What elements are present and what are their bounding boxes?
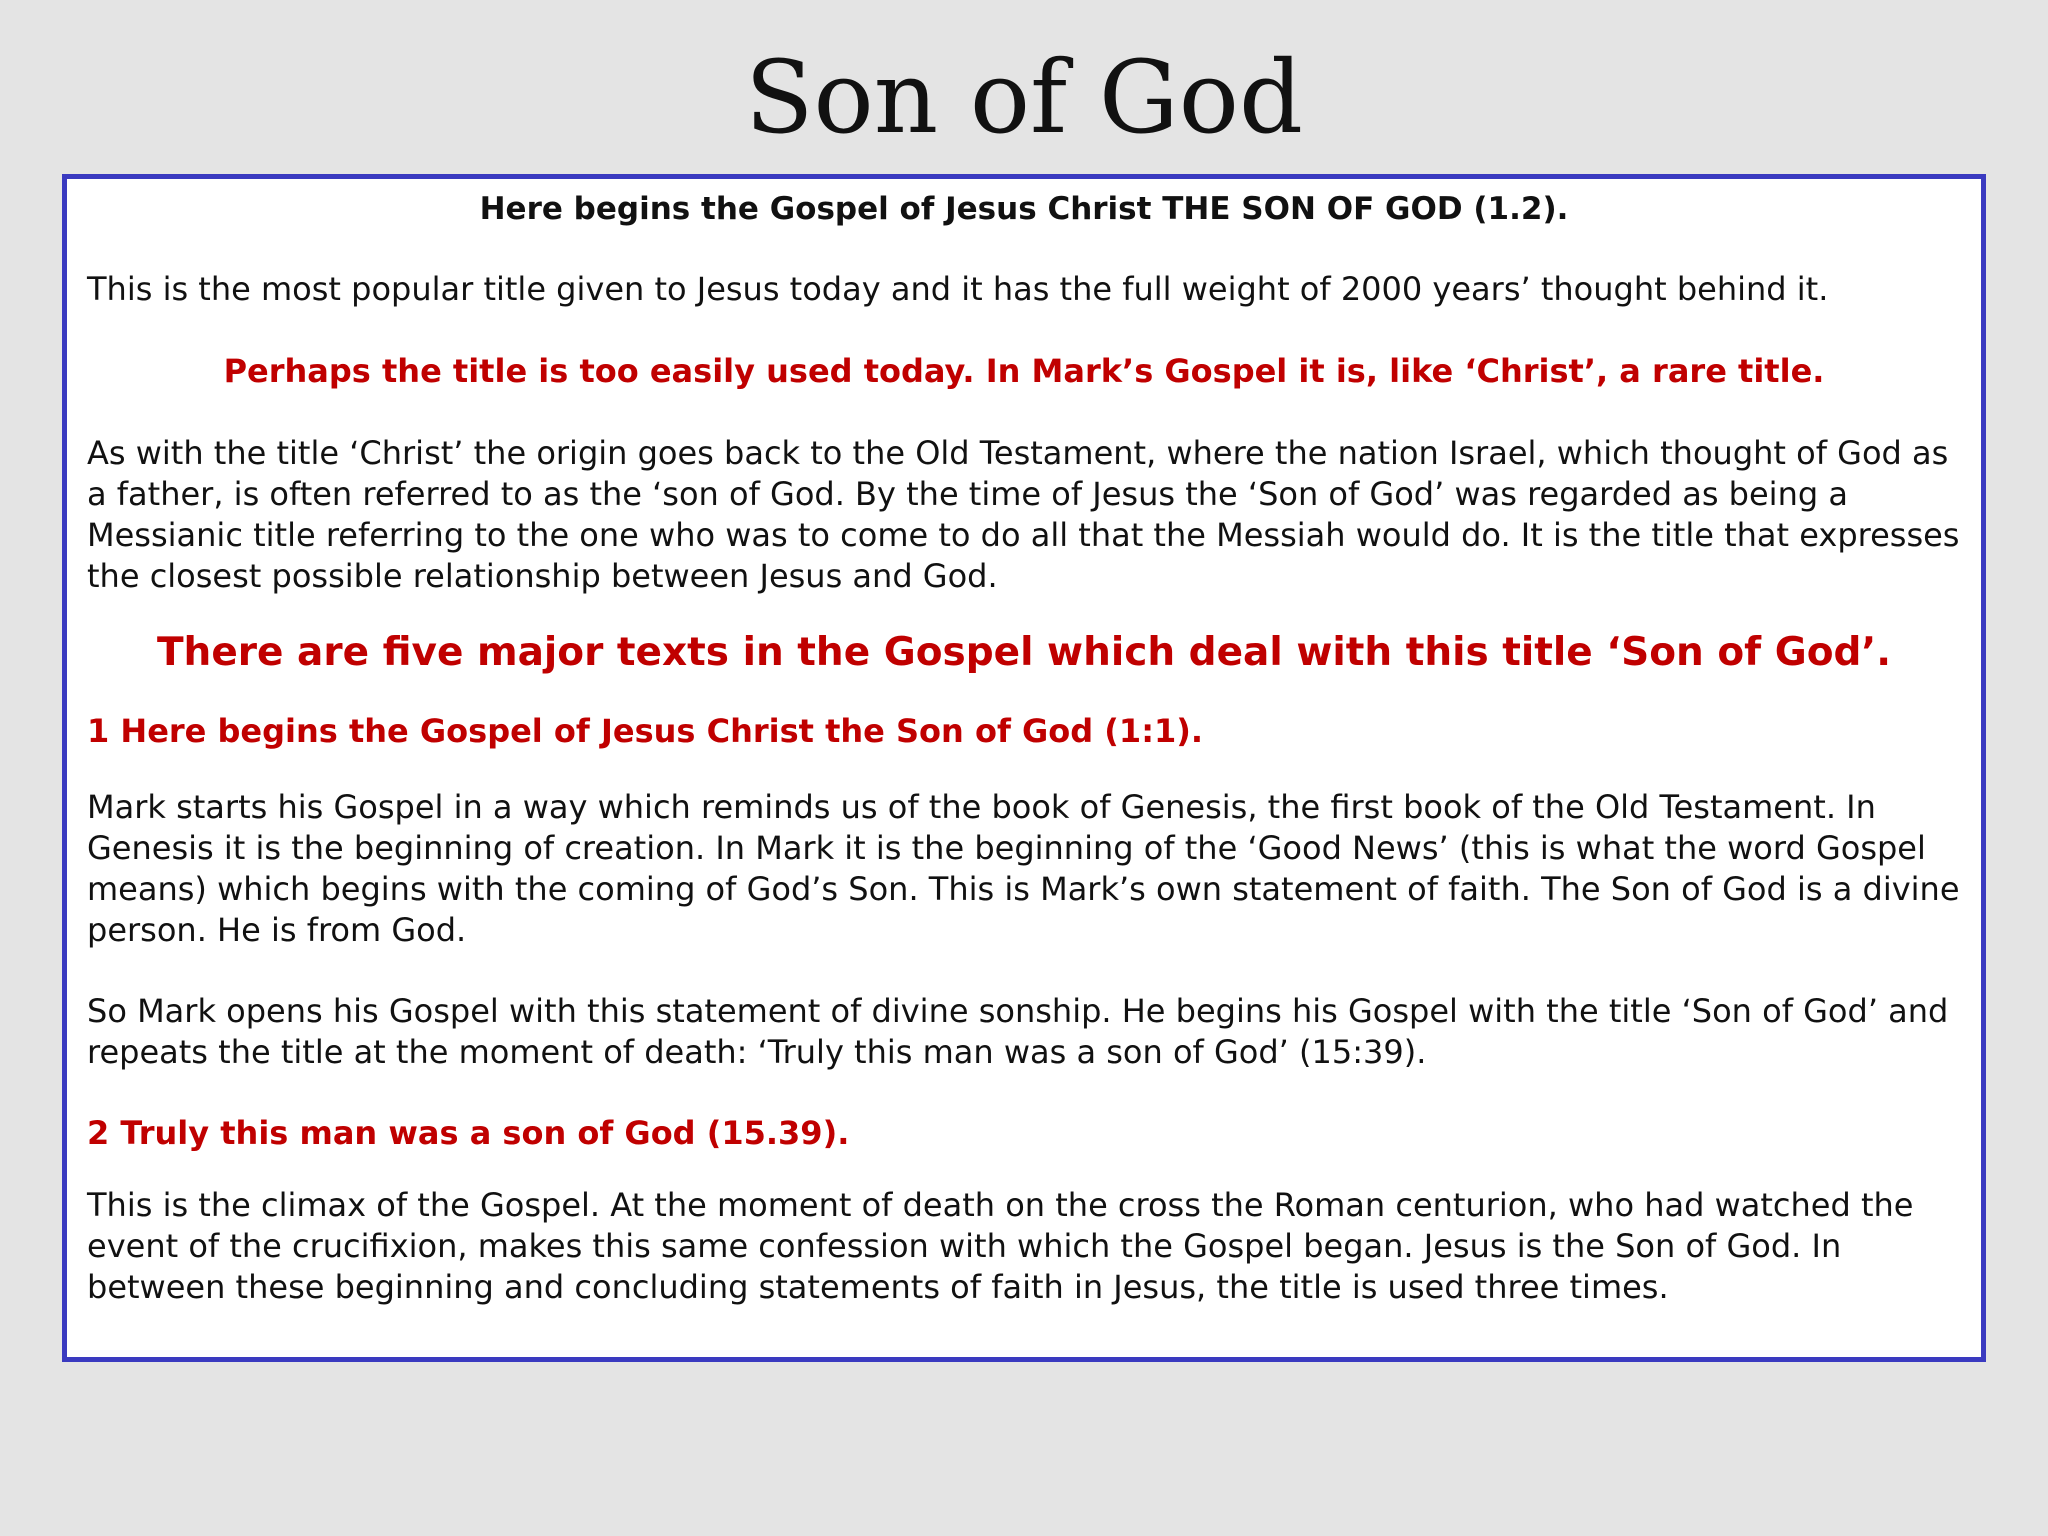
paragraph-origin: As with the title ‘Christ’ the origin goes back to the Old Testament, where the nation Israel, which thought of God as a father, is often referred to as the ‘son of God. By the time of Jesus the ‘Son of God’ was regarded as being a Messianic title referring to the one who was to come to do all that the Messiah would do. It is the title that expresses the closest possible relationship between Jesus and God.: [87, 434, 1960, 595]
text1-paragraph-sonship: So Mark opens his Gospel with this statement of divine sonship. He begins his Gospel with the title ‘Son of God’ and repeats the title at the moment of death: ‘Truly this man was a son of God’ (15:39).: [87, 992, 1949, 1071]
slide-title: Son of God: [744, 39, 1303, 156]
text1-paragraph-genesis: Mark starts his Gospel in a way which reminds us of the book of Genesis, the first book of the Old Testament. In Genesis it is the beginning of creation. In Mark it is the beginning of the ‘Good News’ (this is what the word Gospel means) which begins with the coming of God’s Son. This is Mark’s own statement of faith. The Son of God is a divine person. He is from God.: [87, 788, 1960, 949]
callout-five-texts: There are five major texts in the Gospel which deal with this title ‘Son of God’.: [156, 630, 1892, 675]
content-box: [62, 174, 1986, 1362]
text2-paragraph-climax: This is the climax of the Gospel. At the moment of death on the cross the Roman centurion, who had watched the event of the crucifixion, makes this same confession with which the Gospel began. Jesus is the Son of God. In between these beginning and concluding statements of faith in Jesus, the title is used three times.: [87, 1186, 1914, 1306]
text2-heading: 2 Truly this man was a son of God (15.39).: [87, 1114, 850, 1152]
text1-heading: 1 Here begins the Gospel of Jesus Christ the Son of God (1:1).: [87, 712, 1204, 750]
paragraph-popular-title: This is the most popular title given to Jesus today and it has the full weight of 2000 years’ thought behind it.: [87, 270, 1829, 308]
intro-heading: Here begins the Gospel of Jesus Christ THE SON OF GOD (1.2).: [479, 191, 1569, 227]
callout-rare-title: Perhaps the title is too easily used today. In Mark’s Gospel it is, like ‘Christ’, a rare title.: [223, 352, 1825, 390]
